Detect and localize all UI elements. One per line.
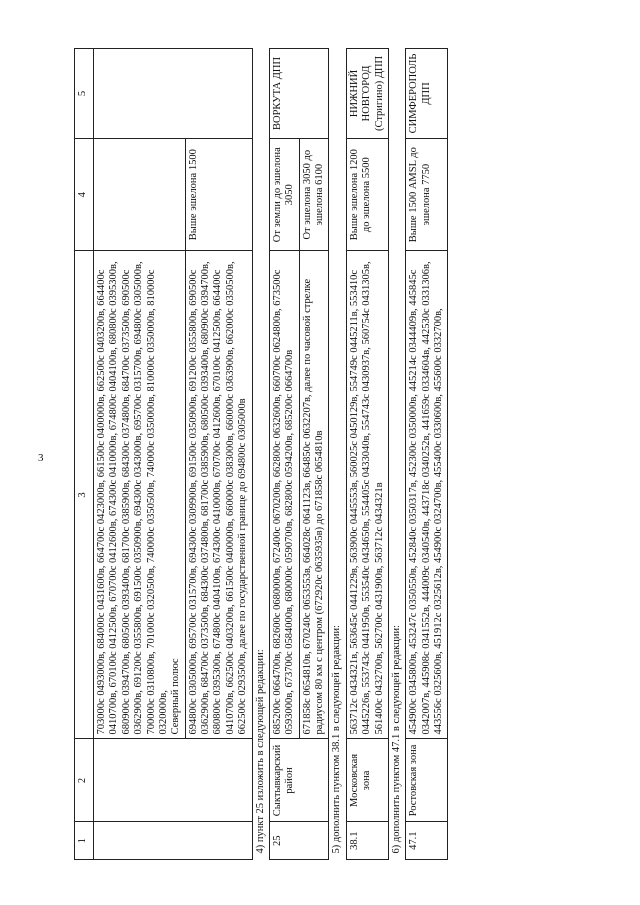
region-name: Ростовская зона xyxy=(406,739,448,822)
table-row xyxy=(299,49,329,860)
section-row xyxy=(388,49,405,860)
header-col-4: 4 xyxy=(75,138,94,251)
section-row xyxy=(329,49,346,860)
cell-empty xyxy=(94,49,253,139)
unit-cell: ВОРКУТА ДПП xyxy=(269,49,329,139)
table-row xyxy=(94,49,186,860)
level-cell: От земли до эшелона 3050 xyxy=(269,138,299,251)
table-row xyxy=(269,49,299,860)
rotated-document xyxy=(74,48,629,860)
row-number: 38.1 xyxy=(346,822,388,860)
row-number: 47.1 xyxy=(406,822,448,860)
table-row xyxy=(185,49,252,860)
row-number: 25 xyxy=(269,822,329,860)
cell-empty xyxy=(94,138,186,251)
region-name: Московская зона xyxy=(346,739,388,822)
coords-cell: 563712c 0434321в, 563645c 0441229в, 563900c 0445553в, 560025c 0450129в, 554749c 0445211в, 553410c 0445226в, 553743c 0441950в, 553540c 0434650в, 554405c 0433040в, 554743c 0430937в, 560754c 0431305в, 561400c 0432700в, 562700c 0431900в, 563712c 0434321в xyxy=(346,251,388,739)
level-cell: Выше эшелона 1200 до эшелона 5500 xyxy=(346,138,388,251)
unit-cell: СИМФЕРОПОЛЬ ДПП xyxy=(406,49,448,139)
airspace-table xyxy=(74,48,448,860)
north-pole-text: Северный полюс xyxy=(170,658,182,735)
page-number: 3 xyxy=(38,452,44,464)
header-row xyxy=(75,49,94,860)
cell-empty xyxy=(94,739,253,822)
unit-cell: НИЖНИЙ НОВГОРОД (Стригино) ДПП xyxy=(346,49,388,139)
cell-empty xyxy=(94,822,253,860)
level-cell: От эшелона 3050 до эшелона 6100 xyxy=(299,138,329,251)
section-title: 6) дополнить пунктом 47.1 в следующей редакции: xyxy=(388,49,405,860)
coords-cell: 671858c 0654810в, 670240c 0653553в, 664028c 0641123в, 664850c 0632207в, далее по часовой стрелке радиусом 80 км с центром (672920c 0635935в) до 671858c 0654810в xyxy=(299,251,329,739)
level-cell: Выше 1500 AMSL до эшелона 7750 xyxy=(406,138,448,251)
coords-text: 703000c 0493000в, 684000c 0431600в, 664700c 0423000в, 661500c 0400000в, 662500c 0403200в, 664400c 0410700в, 670100c 0412500в, 670700c 0412600в, 674300c 0410000в, 674800c 0404100в, 680800c 0395300в, 680900c 0394700в, 680500c 0393400в, 681700c 0385900в, 684300c 0374800в, 684700c 0373500в, 690500c 0362900в, 691200c 0355800в, 691500c 0350900в, 694300c 0343000в, 695700c 0315700в, 694800c 0305000в, 700000c 0310800в, 701000c 0320500в, 740000c 0350500в, 740000c 0350000в, 810000c 0350000в, 810000c 0320000в, xyxy=(96,261,169,735)
header-col-1: 1 xyxy=(75,822,94,860)
section-title: 5) дополнить пунктом 38.1 в следующей редакции: xyxy=(329,49,346,860)
header-col-3: 3 xyxy=(75,251,94,739)
region-name: Сыктывкарский район xyxy=(269,739,329,822)
table-row xyxy=(346,49,388,860)
coords-cell: 454900c 0345800в, 453247c 0350550в, 452840c 0350317в, 452300c 0350000в, 445214c 0344409в, 445845c 0342007в, 445908c 0341552в, 444009c 0340540в, 443718c 0340252в, 441659c 0334604в, 442530c 0331306в, 443556c 0325600в, 451912c 0325612в, 454900c 0324700в, 455400c 0330600в, 455600c 0332700в, xyxy=(406,251,448,739)
header-col-2: 2 xyxy=(75,739,94,822)
section-title: 4) пункт 25 изложить в следующей редакции: xyxy=(252,49,269,860)
coords-cell: 685200c 0664700в, 682600c 0680000в, 672400c 0670200в, 662800c 0632600в, 660700c 0624800в, 673500c 0593000в, 673700c 0584000в, 680000c 0590700в, 682800c 0594200в, 685200c 0664700в xyxy=(269,251,299,739)
level-cell: Выше эшелона 1500 xyxy=(185,138,252,251)
section-row xyxy=(252,49,269,860)
header-col-5: 5 xyxy=(75,49,94,139)
coords-cell: 694800c 0305000в, 695700c 0315700в, 694300c 0309900в, 691500c 0350900в, 691200c 0355800в, 690500c 0362900в, 684700c 0373500в, 684300c 0374800в, 681700c 0385900в, 680500c 0393400в, 680900c 0394700в, 680800c 0395300в, 674800c 0404100в, 674300c 0410000в, 670700c 0412600в, 670100c 0412500в, 664400c 0410700в, 662500c 0403200в, 661500c 0400000в, 660000c 0383000в, 660000c 0363900в, 662000c 0350500в, 662500c 0293500в, далее по государственной границе до 694800с 0305000в xyxy=(185,251,252,739)
table-row xyxy=(406,49,448,860)
coords-cell xyxy=(94,251,186,739)
